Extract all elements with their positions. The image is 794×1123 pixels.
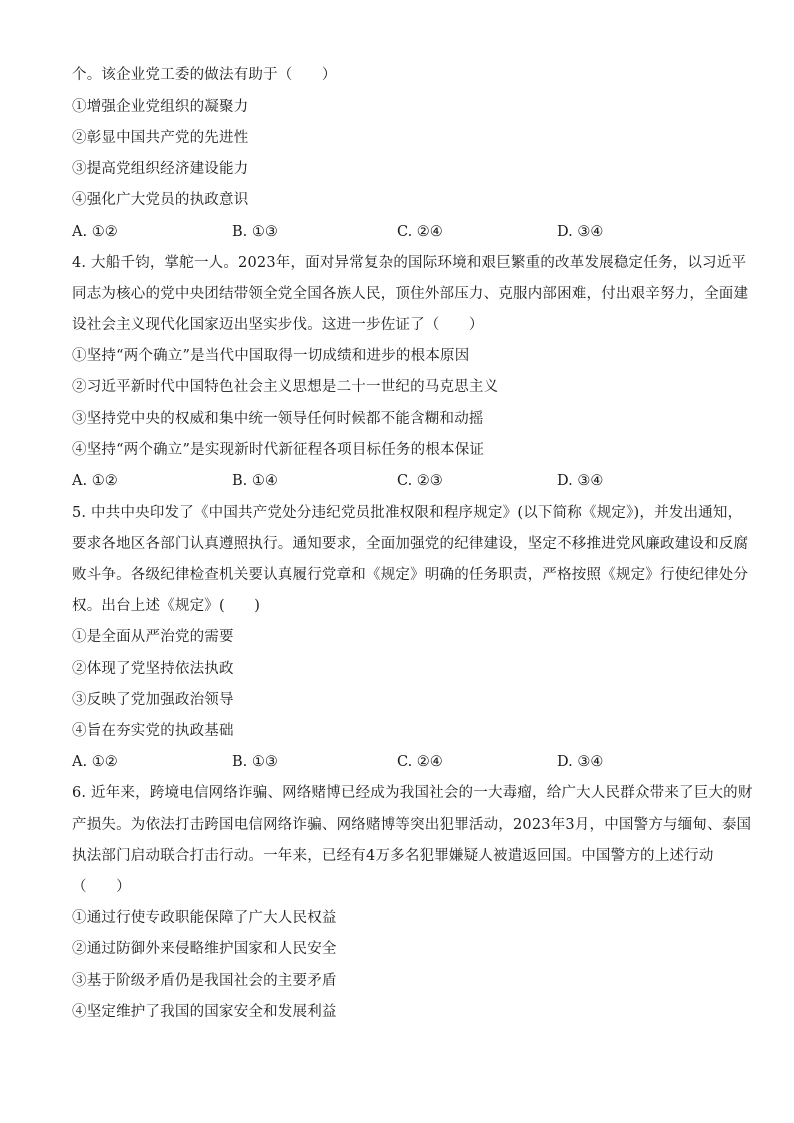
q4-statement-4: ④坚持“两个确立”是实现新时代新征程各项目标任务的根本保证 (72, 442, 485, 458)
q3-option-c: C. ②④ (397, 224, 443, 240)
q5-statement-3: ③反映了党加强政治领导 (72, 692, 234, 708)
q6-line-3: 执法部门启动联合打击行动。一年来，已经有4万多名犯罪嫌疑人被遣返回国。中国警方的上述行动 (72, 848, 714, 864)
q5-statement-2: ②体现了党坚持依法执政 (72, 661, 234, 677)
q5-line-3: 败斗争。各级纪律检查机关要认真履行党章和《规定》明确的任务职责，严格按照《规定》行使纪律处分 (72, 567, 749, 583)
q3-statement-4: ④强化广大党员的执政意识 (72, 192, 249, 208)
q4-line-3: 设社会主义现代化国家迈出坚实步伐。这进一步佐证了（ ） (72, 317, 484, 333)
q4-option-d: D. ③④ (557, 473, 604, 489)
q5-option-b: B. ①③ (232, 754, 278, 770)
q5-option-a: A. ①② (72, 754, 118, 770)
q5-line-2: 要求各地区各部门认真遵照执行。通知要求，全面加强党的纪律建设，坚定不移推进党风廉政建设和反腐 (72, 536, 749, 552)
q6-statement-3: ③基于阶级矛盾仍是我国社会的主要矛盾 (72, 973, 337, 989)
q3-option-a: A. ①② (72, 224, 118, 240)
q3-option-b: B. ①③ (232, 224, 278, 240)
q5-option-c: C. ②④ (397, 754, 443, 770)
q4-statement-1: ①坚持“两个确立”是当代中国取得一切成绩和进步的根本原因 (72, 348, 470, 364)
q5-line-1: 5. 中共中央印发了《中国共产党处分违纪党员批准权限和程序规定》(以下简称《规定》)，并发出通知， (72, 505, 743, 521)
q3-statement-1: ①增强企业党组织的凝聚力 (72, 99, 249, 115)
q5-statement-4: ④旨在夯实党的执政基础 (72, 723, 234, 739)
q3-option-d: D. ③④ (557, 224, 604, 240)
q4-statement-2: ②习近平新时代中国特色社会主义思想是二十一世纪的马克思主义 (72, 379, 499, 395)
q6-statement-4: ④坚定维护了我国的国家安全和发展利益 (72, 1004, 337, 1020)
q5-line-4: 权。出台上述《规定》( ) (72, 598, 261, 614)
q6-line-1: 6. 近年来，跨境电信网络诈骗、网络赌博已经成为我国社会的一大毒瘤，给广大人民群众带来了巨大的财 (72, 785, 753, 801)
q4-statement-3: ③坚持党中央的权威和集中统一领导任何时候都不能含糊和动摇 (72, 411, 484, 427)
q3-stem: 个。该企业党工委的做法有助于（ ） (72, 67, 337, 83)
q4-option-a: A. ①② (72, 473, 118, 489)
q4-line-2: 同志为核心的党中央团结带领全党全国各族人民，顶住外部压力、克服内部困难，付出艰辛努力，全面建 (72, 286, 749, 302)
q6-statement-1: ①通过行使专政职能保障了广大人民权益 (72, 910, 337, 926)
q4-option-b: B. ①④ (232, 473, 278, 489)
q5-statement-1: ①是全面从严治党的需要 (72, 629, 234, 645)
q6-line-2: 产损失。为依法打击跨国电信网络诈骗、网络赌博等突出犯罪活动，2023年3月，中国警方与缅甸、泰国 (72, 817, 752, 833)
q3-statement-2: ②彰显中国共产党的先进性 (72, 130, 249, 146)
q4-option-c: C. ②③ (397, 473, 443, 489)
q6-line-4: （ ） (72, 879, 131, 895)
q3-statement-3: ③提高党组织经济建设能力 (72, 161, 249, 177)
q4-line-1: 4. 大船千钧，掌舵一人。2023年，面对异常复杂的国际环境和艰巨繁重的改革发展稳定任务，以习近平 (72, 255, 747, 271)
q6-statement-2: ②通过防御外来侵略维护国家和人民安全 (72, 941, 337, 957)
q5-option-d: D. ③④ (557, 754, 604, 770)
